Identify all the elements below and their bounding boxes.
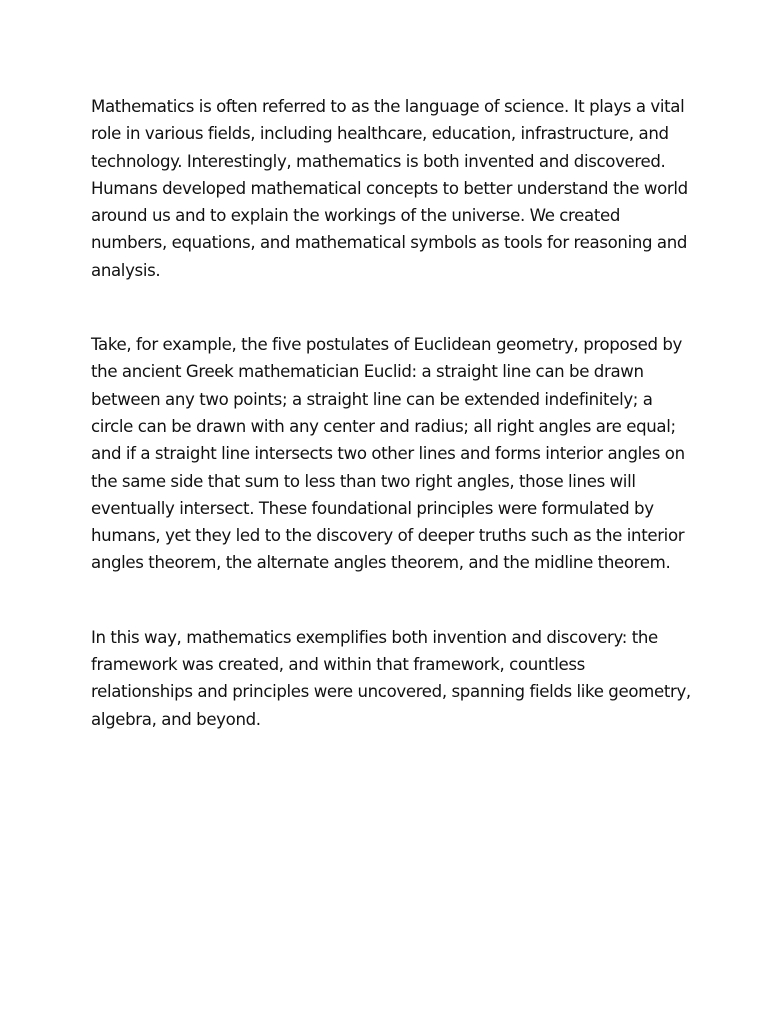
paragraph-1: Mathematics is often referred to as the language of science. It plays a vital role in various fields, including healthcare, education, infrastructure, and technology. Interestingly, mathematics is both invented and discovered. Humans developed mathematical concepts to better understand the world around us and to explain the workings of the universe. We created numbers, equations, and mathematical symbols as tools for reasoning and analysis. <box>91 97 688 280</box>
document-body <box>91 93 691 733</box>
paragraph-2: Take, for example, the five postulates of Euclidean geometry, proposed by the ancient Greek mathematician Euclid: a straight line can be drawn between any two points; a straight line can be extended indefinitely; a circle can be drawn with any center and radius; all right angles are equal; and if a straight line intersects two other lines and forms interior angles on the same side that sum to less than two right angles, those lines will eventually intersect. These foundational principles were formulated by humans, yet they led to the discovery of deeper truths such as the interior angles theorem, the alternate angles theorem, and the midline theorem. <box>91 335 685 573</box>
paragraph-3: In this way, mathematics exemplifies both invention and discovery: the framework was created, and within that framework, countless relationships and principles were uncovered, spanning fields like geometry, algebra, and beyond. <box>91 627 691 729</box>
